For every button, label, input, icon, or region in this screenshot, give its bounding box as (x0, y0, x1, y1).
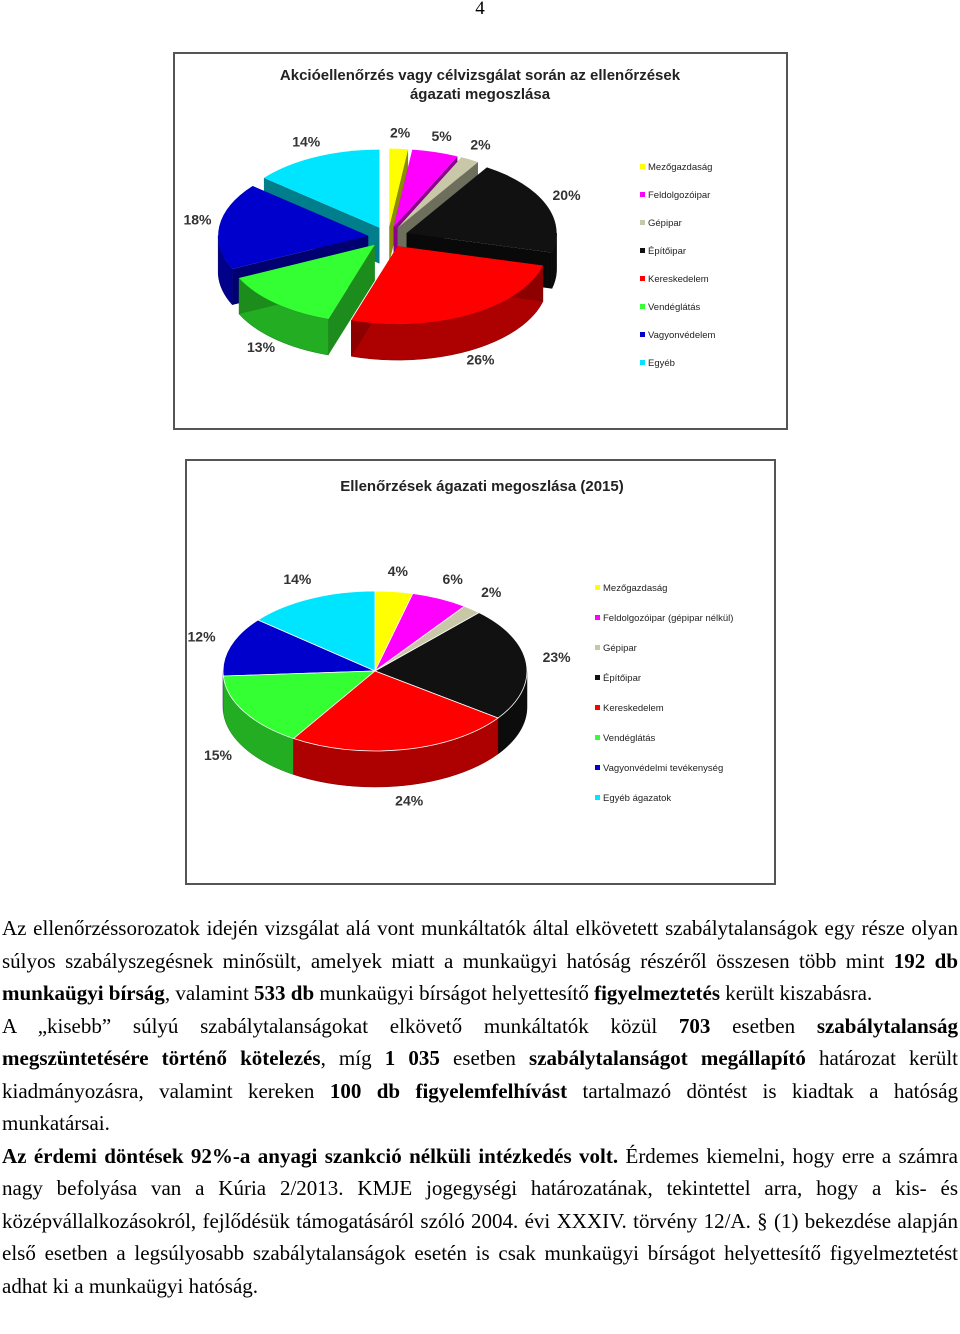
text-run: Érdemes kiemelni, hogy erre a számra nagy befolyása van a Kúria 2/2013. KMJE jogegységi határozatának, tekintettel arra, hogy a kis- és középvállalkozásokról, fejlődésük támogatásáról szóló 2004. évi XXXIV. törvény 12/A. § (1) bekezdése alapján első esetben a legsúlyosabb szabálytalanságok esetén is csak munkaügyi bírságot helyettesítő figyelmeztetést adhat ki a munkaügyi hatóság. (2, 1143, 958, 1298)
legend-swatch (595, 585, 600, 590)
paragraph (2, 1010, 958, 1140)
body-text (2, 912, 958, 1302)
legend-label: Mezőgazdaság (648, 162, 713, 173)
legend-label: Egyéb (648, 358, 675, 369)
pie-slice (351, 246, 543, 360)
legend-swatch (640, 276, 645, 281)
legend-swatch (595, 735, 600, 740)
legend-swatch (595, 795, 600, 800)
slice-label: 14% (283, 571, 312, 588)
slice-label: 2% (389, 124, 411, 141)
slice-label: 2% (481, 584, 502, 601)
paragraph (2, 1140, 958, 1303)
legend-swatch (595, 765, 600, 770)
bold-text: szabálytalanság megszüntetésére történő kötelezés (2, 1013, 958, 1070)
slice-label: 23% (542, 648, 571, 665)
slice-label: 26% (466, 351, 495, 368)
bold-text: figyelmeztetés (594, 981, 721, 1005)
text-run: A „kisebb” súlyú szabálytalanságokat elkövető munkáltatók közül (2, 1013, 679, 1038)
slice-label: 20% (552, 187, 581, 204)
slice-label: 6% (442, 571, 463, 588)
slice-label: 14% (292, 133, 321, 150)
legend-swatch (640, 164, 645, 169)
legend-label: Mezőgazdaság (603, 583, 668, 594)
pie-chart-action-inspections (173, 52, 788, 430)
legend-swatch (640, 220, 645, 225)
chart-title: ágazati megoszlása (409, 86, 551, 103)
text-run: , valamint (164, 981, 255, 1005)
slice-label: 5% (431, 128, 452, 145)
slice-label: 2% (470, 136, 491, 153)
legend-label: Vagyonvédelem (648, 330, 716, 341)
legend-label: Kereskedelem (603, 703, 664, 714)
text-run: határozat került kiadmányozásra, valamint kereken (2, 1046, 959, 1103)
bold-text: 100 db figyelemfelhívást (329, 1078, 568, 1103)
chart-title: Akcióellenőrzés vagy célvizsgálat során az ellenőrzések (279, 67, 681, 84)
legend-label: Feldolgozóipar (648, 190, 711, 201)
pie-slices (223, 591, 527, 787)
chart-title: Ellenőrzések ágazati megoszlása (2015) (340, 478, 624, 495)
text-run: munkaügyi bírságot helyettesítő (314, 981, 595, 1005)
page-number: 4 (475, 0, 485, 19)
text-run: esetben (710, 1013, 817, 1038)
legend-label: Feldolgozóipar (gépipar nélkül) (603, 613, 734, 624)
legend-swatch (595, 705, 600, 710)
legend-label: Vagyonvédelmi tevékenység (603, 763, 724, 774)
legend-label: Építőipar (603, 673, 642, 684)
text-run: , míg (320, 1046, 385, 1070)
legend-swatch (640, 248, 645, 253)
pie-chart-2-svg (187, 461, 774, 883)
legend-label: Kereskedelem (648, 274, 709, 285)
bold-text: Az érdemi döntések 92%-a anyagi szankció nélküli intézkedés volt. (2, 1143, 619, 1168)
legend-swatch (640, 360, 645, 365)
text-run: esetben (439, 1046, 530, 1070)
legend-label: Vendéglátás (603, 733, 656, 744)
pie-chart-2015-inspections (185, 459, 776, 885)
legend-label: Egyéb ágazatok (603, 793, 672, 804)
slice-label: 13% (247, 338, 276, 355)
bold-text: 1 035 (384, 1046, 440, 1070)
slice-label: 18% (183, 211, 212, 228)
slice-label: 15% (203, 746, 233, 763)
pie-chart-1-svg (175, 54, 786, 428)
bold-text: szabálytalanságot megállapító (529, 1046, 806, 1070)
bold-text: 533 db (254, 981, 315, 1005)
legend-label: Gépipar (648, 218, 682, 229)
text-run: Az ellenőrzéssorozatok idején vizsgálat alá vont munkáltatók által elkövetett szabálytalanságok egy része olyan súlyos szabályszegésnek minősült, amelyek miatt a munkaügyi hatóság részéről összesen több mint (2, 916, 958, 973)
legend-swatch (640, 192, 645, 197)
paragraph (2, 912, 958, 1010)
text-run: tartalmazó döntést is kiadtak a hatóság munkatársai. (2, 1078, 959, 1135)
slice-label: 12% (187, 628, 216, 645)
legend-label: Vendéglátás (648, 302, 701, 313)
legend-label: Gépipar (603, 643, 637, 654)
slice-label: 4% (387, 562, 408, 579)
legend-label: Építőipar (648, 246, 687, 257)
legend-swatch (595, 675, 600, 680)
chart-legend (640, 162, 716, 369)
bold-text: 192 db munkaügyi bírság (2, 948, 959, 1005)
legend-swatch (595, 645, 600, 650)
slice-label: 24% (395, 792, 424, 809)
legend-swatch (640, 304, 645, 309)
chart-legend (595, 583, 733, 804)
bold-text: 703 (678, 1013, 711, 1038)
pie-slices (218, 149, 556, 360)
text-run: került kiszabásra. (720, 981, 873, 1005)
legend-swatch (595, 615, 600, 620)
legend-swatch (640, 332, 645, 337)
